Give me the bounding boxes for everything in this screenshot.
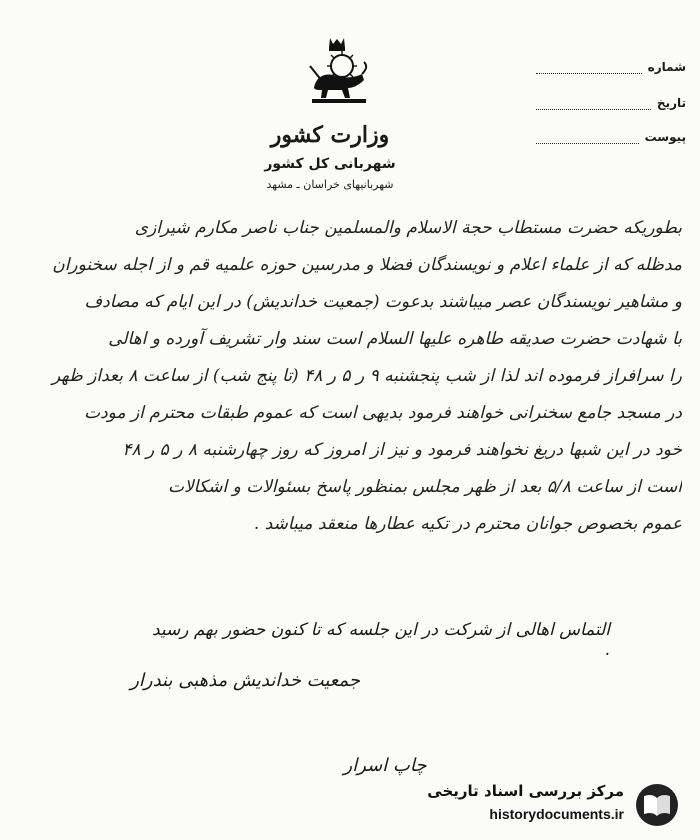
body-line: خود در این شبها دریغ نخواهند فرمود و نیز از امروز که روز چهارشنبه ۸ ر ۵ ر ۴۸ <box>122 440 682 460</box>
date-field <box>536 90 686 110</box>
body-line: است از ساعت ۵/۸ بعد از ظهر مجلس بمنظور پاسخ بسئوالات و اشکالات <box>167 477 682 497</box>
book-logo-icon <box>632 782 682 828</box>
number-field <box>536 54 686 74</box>
ministry-title: وزارت کشور <box>270 122 390 148</box>
closing-line: التماس اهالی از شرکت در این جلسه که تا کنون حضور بهم رسید . <box>151 620 610 660</box>
attachment-label: پیوست <box>644 130 686 144</box>
attachment-dotted-line <box>536 131 639 144</box>
watermark <box>398 778 688 832</box>
lion-and-sun-emblem-icon <box>292 36 382 106</box>
body-line: مدظله که از علماء اعلام و نویسندگان فضلا و مدرسین حوزه علمیه قم و از اجله سخنوران <box>52 255 682 275</box>
body-line: بطوریکه حضرت مستطاب حجة الاسلام والمسلمین جناب ناصر مکارم شیرازی <box>134 218 682 238</box>
organization-signature: جمعیت خداندیش مذهبی بندرار <box>130 670 360 691</box>
body-line: با شهادت حضرت صدیقه طاهره علیها السلام است سند وار تشریف آورده و اهالی <box>108 329 682 349</box>
office-subtitle: شهربانیهای خراسان ـ مشهد <box>266 178 394 191</box>
body-line: را سرافراز فرموده اند لذا از شب پنجشنبه ۹ ر ۵ ر ۴۸ (تا پنج شب) از ساعت ۸ بعداز ظهر <box>52 366 682 386</box>
body-line: در مسجد جامع سخنرانی خواهند فرمود بدیهی است که عموم طبقات محترم از مودت <box>84 403 682 423</box>
watermark-url: historydocuments.ir <box>489 806 624 822</box>
letter-body <box>22 210 682 543</box>
watermark-title: مرکز بررسی اسناد تاریخی <box>427 782 624 800</box>
print-signature: چاپ اسرار <box>343 755 427 776</box>
number-label: شماره <box>647 60 686 74</box>
body-line: و مشاهیر نویسندگان عصر میباشند بدعوت (جمعیت خداندیش) در این ایام که مصادف <box>84 292 682 312</box>
department-title: شهربانی کل کشور <box>264 156 396 172</box>
body-line: عموم بخصوص جوانان محترم در تکیه عطارها منعقد میباشد . <box>253 514 682 534</box>
date-label: تاریخ <box>656 96 686 110</box>
date-dotted-line <box>536 97 651 110</box>
attachment-field <box>536 124 686 144</box>
number-dotted-line <box>536 61 642 74</box>
